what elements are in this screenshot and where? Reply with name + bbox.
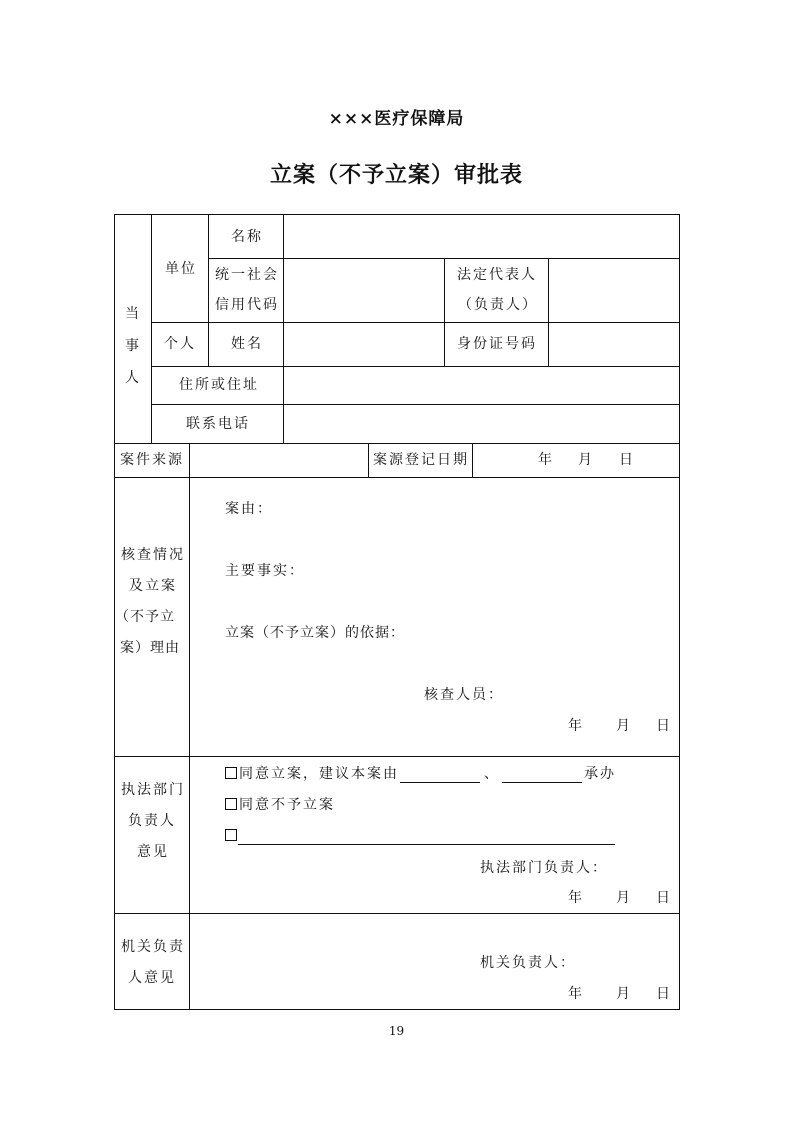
col-line [151, 214, 152, 443]
reg-date-day: 日 [619, 452, 635, 468]
option-approve [225, 766, 399, 782]
organization-name: ×××医疗保障局 [328, 109, 465, 129]
credit-code-label-2: 信用代码 [215, 297, 279, 313]
option-other [225, 828, 239, 844]
main-facts-label: 主要事实： [225, 563, 305, 579]
org-head-label-line-2: 人意见 [128, 970, 176, 986]
dept-label-line-3: 意见 [137, 844, 169, 860]
reject-text: 同意不予立案 [239, 797, 335, 813]
review-date-year: 年 [568, 718, 584, 734]
handler-1-blank[interactable] [400, 782, 480, 783]
person-name-label: 姓名 [231, 336, 263, 352]
col-line [208, 214, 209, 366]
person-name-value[interactable] [284, 323, 444, 366]
case-source-label: 案件来源 [120, 452, 184, 468]
dept-date-day: 日 [656, 890, 672, 906]
name-value[interactable] [284, 215, 679, 258]
reg-date-label: 案源登记日期 [373, 452, 469, 468]
case-cause-label: 案由： [225, 501, 273, 517]
individual-label: 个人 [164, 336, 196, 352]
id-number-label: 身份证号码 [457, 336, 537, 352]
dept-label-line-1: 执法部门 [121, 782, 185, 798]
legal-rep-value[interactable] [549, 259, 679, 322]
col-line [444, 258, 445, 366]
legal-rep-label-2: （负责人） [458, 297, 538, 313]
table-border-bottom [114, 1009, 680, 1010]
phone-value[interactable] [284, 405, 679, 443]
row-line [114, 477, 680, 478]
approve-text: 同意立案，建议本案由 [239, 766, 399, 782]
option-reject [225, 797, 335, 813]
review-label-line-1: 核查情况 [121, 547, 185, 563]
handler-2-blank[interactable] [502, 782, 582, 783]
page-number: 19 [388, 1024, 405, 1038]
credit-code-value[interactable] [284, 259, 444, 322]
unit-label: 单位 [165, 261, 197, 277]
handler-separator: 、 [484, 766, 500, 782]
org-date-year: 年 [568, 986, 584, 1002]
org-head-label-line-1: 机关负责 [121, 939, 185, 955]
table-border-right [679, 214, 680, 1010]
reg-date-month: 月 [578, 452, 594, 468]
dept-date-year: 年 [568, 890, 584, 906]
review-label-line-2: 及立案 [129, 578, 177, 594]
name-label: 名称 [231, 229, 263, 245]
other-opinion-blank[interactable] [238, 844, 615, 845]
reviewer-label: 核查人员： [424, 687, 504, 703]
dept-label-line-2: 负责人 [128, 813, 176, 829]
legal-rep-label-1: 法定代表人 [457, 267, 537, 283]
review-date-month: 月 [616, 718, 632, 734]
phone-label: 联系电话 [186, 416, 250, 432]
approve-checkbox[interactable] [225, 767, 237, 779]
review-date-day: 日 [656, 718, 672, 734]
review-label-line-3: （不予立 [115, 609, 175, 625]
id-number-value[interactable] [549, 323, 679, 366]
org-head-label: 机关负责人： [480, 955, 576, 971]
handler-tail: 承办 [584, 766, 616, 782]
row-line [114, 756, 680, 757]
other-checkbox[interactable] [225, 829, 237, 841]
address-label: 住所或住址 [179, 377, 259, 393]
party-label: 当事人 [125, 306, 139, 386]
credit-code-label-1: 统一社会 [215, 267, 279, 283]
org-date-month: 月 [616, 986, 632, 1002]
address-value[interactable] [284, 367, 679, 404]
dept-date-month: 月 [616, 890, 632, 906]
reg-date-value[interactable] [473, 444, 679, 477]
row-line [114, 913, 680, 914]
reg-date-year: 年 [538, 452, 554, 468]
form-title: 立案（不予立案）审批表 [269, 162, 523, 188]
review-label-line-4: 案）理由 [120, 640, 180, 656]
basis-label: 立案（不予立案）的依据： [225, 625, 405, 641]
dept-head-label: 执法部门负责人： [480, 860, 608, 876]
col-line [189, 443, 190, 1010]
org-date-day: 日 [656, 986, 672, 1002]
case-source-value[interactable] [190, 444, 368, 477]
col-line [368, 443, 369, 477]
reject-checkbox[interactable] [225, 798, 237, 810]
